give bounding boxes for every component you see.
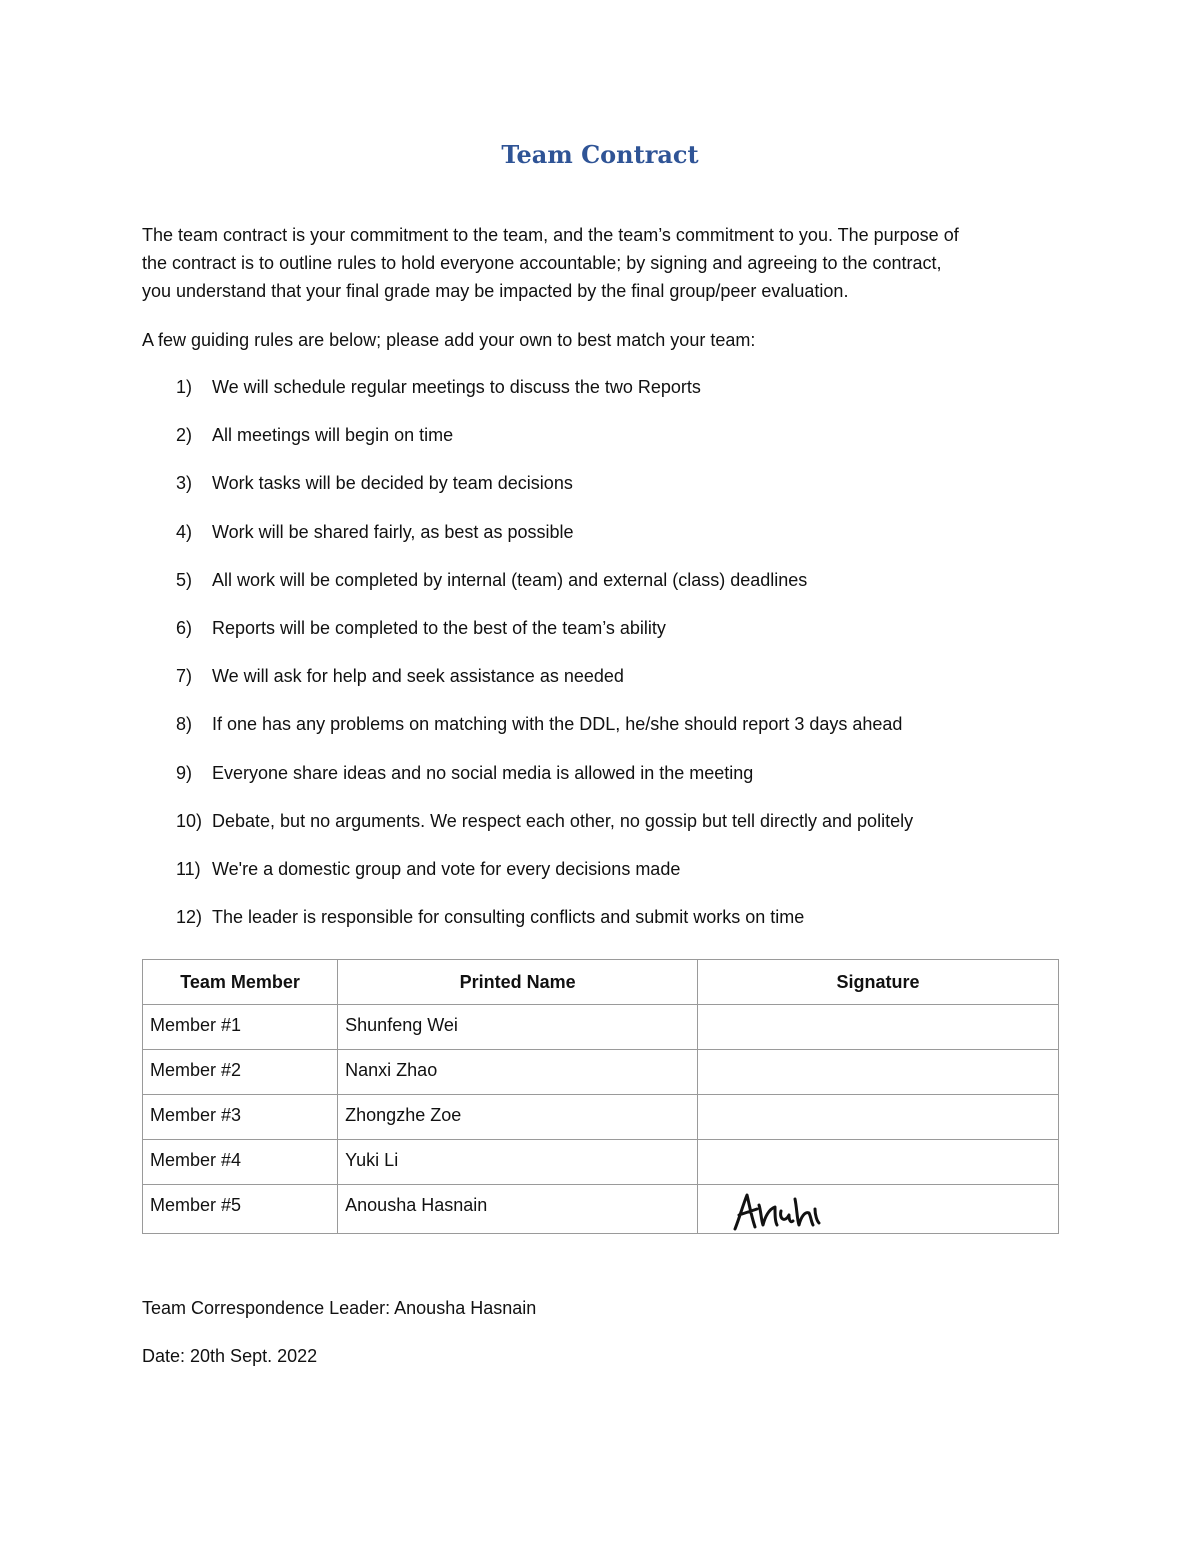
signature-cell xyxy=(698,1140,1059,1185)
signature-cell xyxy=(698,1005,1059,1050)
member-printed-name: Nanxi Zhao xyxy=(338,1050,698,1095)
rule-text: Everyone share ideas and no social media is allowed in the meeting xyxy=(212,762,754,783)
rule-number: 9) xyxy=(176,762,193,783)
header-signature: Signature xyxy=(698,960,1059,1005)
page-title: Team Contract xyxy=(501,140,699,169)
signature-cell xyxy=(698,1050,1059,1095)
signature-cell xyxy=(698,1095,1059,1140)
guiding-rules-intro: A few guiding rules are below; please add your own to best match your team: xyxy=(142,330,756,350)
member-printed-name: Anousha Hasnain xyxy=(338,1185,698,1234)
member-label: Member #3 xyxy=(143,1095,338,1140)
rule-text: Debate, but no arguments. We respect each other, no gossip but tell directly and politely xyxy=(212,810,914,831)
rule-number: 3) xyxy=(176,473,193,494)
signature-cell xyxy=(698,1185,1059,1234)
member-label: Member #2 xyxy=(143,1050,338,1095)
table-row xyxy=(143,1095,1059,1140)
rule-number: 5) xyxy=(176,569,193,590)
header-team-member: Team Member xyxy=(143,960,338,1005)
rule-text: We will schedule regular meetings to discuss the two Reports xyxy=(212,377,701,397)
rule-number: 8) xyxy=(176,714,193,735)
handwritten-signature xyxy=(729,1189,825,1233)
table-row xyxy=(143,1185,1059,1234)
rule-text: Work will be shared fairly, as best as possible xyxy=(212,521,574,542)
header-printed-name: Printed Name xyxy=(338,960,698,1005)
team-leader-line: Team Correspondence Leader: Anousha Hasnain xyxy=(142,1298,537,1318)
rule-text: We will ask for help and seek assistance as needed xyxy=(212,666,624,687)
team-members-table xyxy=(142,959,1059,1234)
rule-number: 7) xyxy=(176,666,193,687)
rule-text: All meetings will begin on time xyxy=(212,425,454,446)
rule-text: All work will be completed by internal (team) and external (class) deadlines xyxy=(212,569,808,590)
rule-text: The leader is responsible for consulting conflicts and submit works on time xyxy=(212,907,805,928)
rule-text: Reports will be completed to the best of the team’s ability xyxy=(212,617,666,638)
rule-number: 6) xyxy=(176,617,193,638)
table-row xyxy=(143,1005,1059,1050)
member-label: Member #5 xyxy=(143,1185,338,1234)
rule-number: 2) xyxy=(176,425,193,446)
rule-number: 1) xyxy=(176,377,193,397)
member-label: Member #1 xyxy=(143,1005,338,1050)
table-row xyxy=(143,1140,1059,1185)
rule-number: 4) xyxy=(176,521,193,542)
table-row xyxy=(143,1050,1059,1095)
rule-number: 11) xyxy=(176,858,201,879)
member-printed-name: Shunfeng Wei xyxy=(338,1005,698,1050)
intro-paragraph xyxy=(142,221,1067,305)
intro-line: you understand that your final grade may be impacted by the final group/peer evaluation. xyxy=(142,281,849,301)
rule-number: 12) xyxy=(176,907,203,928)
member-label: Member #4 xyxy=(143,1140,338,1185)
member-printed-name: Yuki Li xyxy=(338,1140,698,1185)
rule-text: If one has any problems on matching with the DDL, he/she should report 3 days ahead xyxy=(212,714,903,735)
date-line: Date: 20th Sept. 2022 xyxy=(142,1346,318,1366)
table-header-row xyxy=(143,960,1059,1005)
rule-text: Work tasks will be decided by team decisions xyxy=(212,473,573,494)
intro-line: the contract is to outline rules to hold everyone accountable; by signing and agreeing to the contract, xyxy=(142,253,942,273)
intro-line: The team contract is your commitment to the team, and the team’s commitment to you. The purpose of xyxy=(142,225,959,245)
member-printed-name: Zhongzhe Zoe xyxy=(338,1095,698,1140)
rule-number: 10) xyxy=(176,810,203,831)
rule-text: We're a domestic group and vote for every decisions made xyxy=(212,858,681,879)
